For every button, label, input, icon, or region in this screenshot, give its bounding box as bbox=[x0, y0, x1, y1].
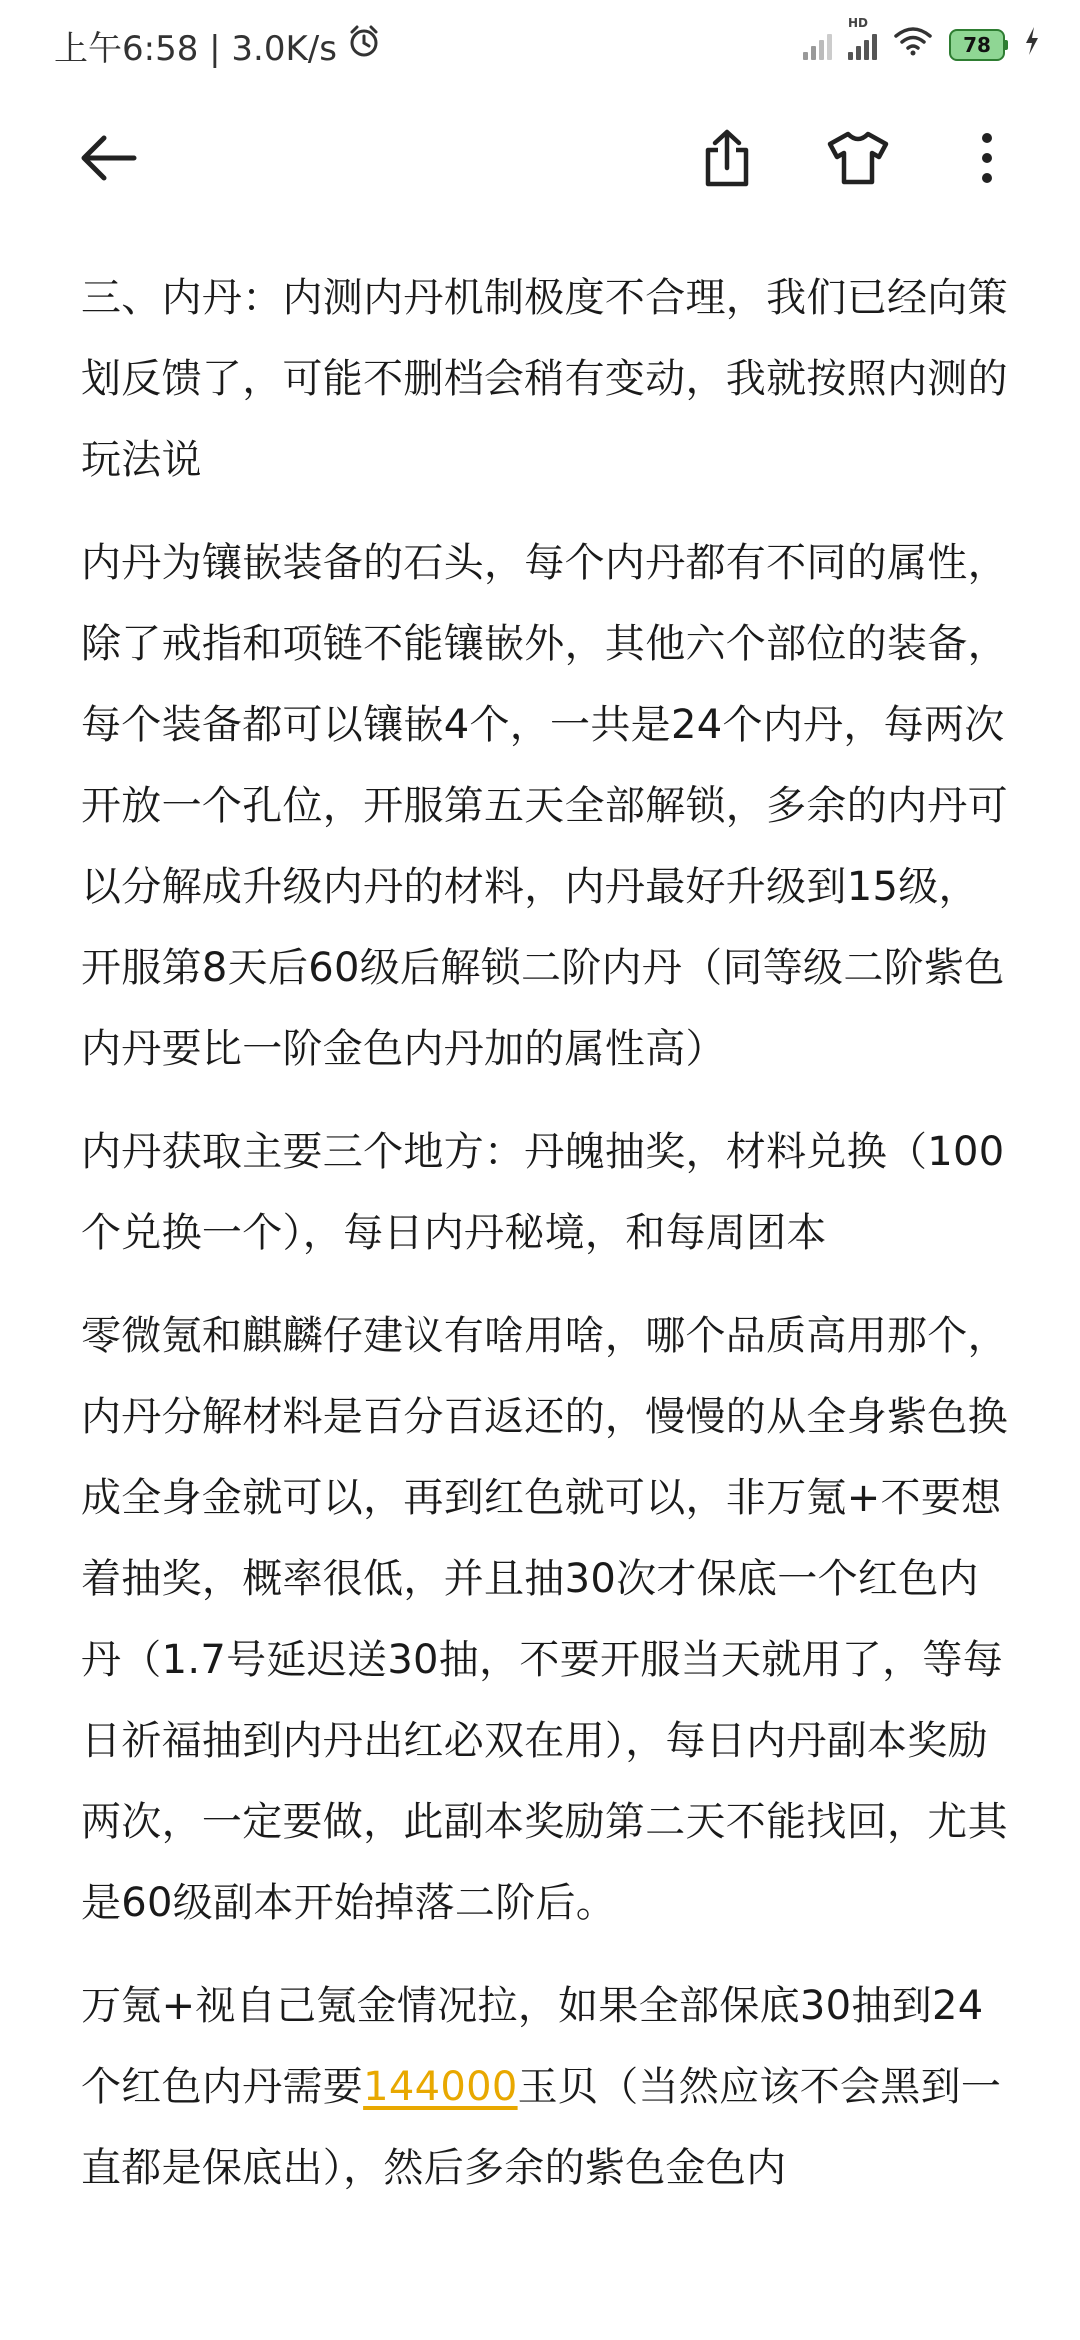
article-body bbox=[81, 258, 1016, 2231]
more-vertical-icon bbox=[980, 132, 994, 188]
top-toolbar bbox=[0, 110, 1080, 210]
back-button[interactable] bbox=[58, 110, 158, 210]
charging-icon bbox=[1024, 25, 1040, 65]
status-bar bbox=[0, 0, 1080, 90]
share-button[interactable] bbox=[677, 110, 777, 210]
signal-sim2-icon bbox=[848, 16, 877, 60]
status-right bbox=[803, 16, 1040, 66]
article-paragraph-3: 内丹获取主要三个地方：丹魄抽奖，材料兑换（100个兑换一个），每日内丹秘境，和每周团本 bbox=[81, 1129, 1005, 1256]
highlighted-amount-link[interactable]: 144000 bbox=[363, 2064, 518, 2110]
paragraph-5-text-after: 玉贝（当然应该不会黑到一直都是保底出），然后多余的紫色金色内 bbox=[81, 2064, 1002, 2191]
signal-sim1-icon bbox=[803, 30, 832, 60]
more-options-button[interactable] bbox=[937, 110, 1037, 210]
share-icon bbox=[700, 128, 754, 192]
paragraph-5-text-before: 万氪+视自己氪金情况拉，如果全部保底30抽到24个红色内丹需要 bbox=[81, 1983, 984, 2110]
arrow-left-icon bbox=[76, 134, 140, 186]
theme-button[interactable] bbox=[808, 110, 908, 210]
status-time-speed: 上午6:58 | 3.0K/s bbox=[54, 28, 337, 69]
network-type-label: HD bbox=[848, 16, 869, 30]
battery-indicator bbox=[949, 29, 1008, 61]
alarm-icon bbox=[347, 24, 381, 67]
wifi-icon bbox=[893, 25, 933, 66]
tshirt-icon bbox=[826, 130, 890, 190]
status-left bbox=[54, 21, 381, 70]
article-paragraph-5 bbox=[81, 1966, 1016, 2209]
article-paragraph-1: 三、内丹：内测内丹机制极度不合理，我们已经向策划反馈了，可能不删档会稍有变动，我就按照内测的玩法说 bbox=[81, 275, 1008, 483]
article-paragraph-2: 内丹为镶嵌装备的石头，每个内丹都有不同的属性，除了戒指和项链不能镶嵌外，其他六个部位的装备，每个装备都可以镶嵌4个，一共是24个内丹，每两次开放一个孔位，开服第五天全部解锁，多余的内丹可以分解成升级内丹的材料，内丹最好升级到15级，开服第8天后60级后解锁二阶内丹（同等级二阶紫色内丹要比一阶金色内丹加的属性高） bbox=[81, 540, 1008, 1072]
battery-level: 78 bbox=[949, 29, 1005, 61]
article-paragraph-4: 零微氪和麒麟仔建议有啥用啥，哪个品质高用那个，内丹分解材料是百分百返还的，慢慢的从全身紫色换成全身金就可以，再到红色就可以，非万氪+不要想着抽奖，概率很低，并且抽30次才保底一个红色内丹（1.7号延迟送30抽，不要开服当天就用了，等每日祈福抽到内丹出红必双在用），每日内丹副本奖励两次，一定要做，此副本奖励第二天不能找回，尤其是60级副本开始掉落二阶后。 bbox=[81, 1313, 1008, 1926]
